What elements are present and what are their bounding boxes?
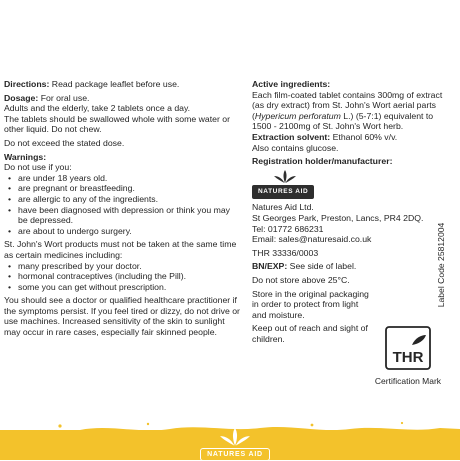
list-item: • hormonal contraceptives (including the Pill).: [18, 271, 242, 282]
list-item: • have been diagnosed with depression or think you may be depressed.: [18, 205, 242, 226]
thr-mark-text: THR: [392, 349, 424, 366]
advice-paragraph: You should see a doctor or qualified healthcare practitioner if the symptoms persist. If you feel tired or dizzy, do not drive or use machines. Increased sensitivity of the skin to sunlight may occur in rare cases, especially fair skinned people.: [4, 295, 240, 338]
registration-label: Registration holder/manufacturer:: [252, 156, 393, 167]
list-item: • some you can get without prescription.: [18, 282, 242, 293]
dosage-line-1: Adults and the elderly, take 2 tablets once a day.: [4, 103, 191, 114]
leaf-icon: [220, 428, 250, 447]
solvent-label: Extraction solvent:: [252, 131, 331, 142]
latin-name: Hypericum perforatum: [254, 110, 341, 121]
list-item: • are pregnant or breastfeeding.: [18, 183, 242, 194]
list-item: • are allergic to any of the ingredients.: [18, 194, 242, 205]
directions-paragraph: [4, 79, 242, 90]
list-item: • are under 18 years old.: [18, 173, 242, 184]
list-item: • are about to undergo surgery.: [18, 226, 242, 237]
company-email: Email: sales@naturesaid.co.uk: [252, 234, 372, 245]
company-tel: Tel: 01772 686231: [252, 223, 324, 234]
active-ingredients-text: [252, 90, 447, 132]
list-item: • many prescribed by your doctor.: [18, 261, 242, 272]
dosage-text: For oral use.: [38, 92, 90, 103]
logo-wordmark-bottom: NATURES AID: [200, 448, 270, 461]
storage-line-2: Store in the original packaging in order to protect from light and moisture.: [252, 288, 369, 320]
storage-line-3: Keep out of reach and sight of children.: [252, 323, 368, 344]
dosage-label: Dosage:: [4, 92, 39, 103]
batch-paragraph: [252, 261, 447, 272]
storage-line-1: Do not store above 25°C.: [252, 274, 350, 285]
active-ingredients-label: Active ingredients:: [252, 79, 331, 89]
company-address: St Georges Park, Preston, Lancs, PR4 2DQ.: [252, 212, 424, 223]
top-background: [0, 0, 460, 68]
glucose-text: Also contains glucose.: [252, 142, 339, 153]
directions-label: Directions:: [4, 79, 50, 89]
natures-aid-logo-bottom: [195, 428, 275, 461]
dosage-line-2: The tablets should be swallowed whole with some water or other liquid. Do not chew.: [4, 113, 230, 135]
warnings-label: Warnings:: [4, 151, 47, 162]
active-text-part-a: Each film-coated tablet contains 300mg of extract (as dry extract) from St. John's Wort aerial parts (: [252, 89, 443, 121]
left-column: [4, 79, 242, 338]
interaction-list: [4, 261, 242, 293]
logo-wordmark: NATURES AID: [252, 185, 314, 200]
label-code: Label Code 25812004: [436, 222, 446, 308]
warnings-list: [4, 173, 242, 237]
thr-number: THR 33336/0003: [252, 247, 319, 258]
directions-text: Read package leaflet before use.: [49, 79, 180, 89]
batch-text: See side of label.: [287, 261, 357, 272]
solvent-paragraph: [252, 132, 447, 143]
dosage-line-3: Do not exceed the stated dose.: [4, 137, 125, 148]
thr-leaf-icon: [384, 325, 432, 371]
thr-certification-mark: [384, 325, 432, 371]
solvent-text: Ethanol 60% v/v.: [330, 131, 398, 142]
batch-label: BN/EXP:: [252, 261, 288, 272]
dosage-paragraph: [4, 93, 242, 104]
leaf-icon: [274, 170, 296, 184]
right-column: [252, 79, 447, 344]
thr-caption: Certification Mark: [374, 376, 442, 386]
natures-aid-logo: [252, 170, 447, 200]
company-name: Natures Aid Ltd.: [252, 202, 314, 213]
interaction-intro: St. John's Wort products must not be taken at the same time as certain medicines including:: [4, 239, 237, 260]
active-text-part-b: L.) (5-7:1) equivalent to 1500 - 2100mg of St. John's Wort herb.: [252, 110, 434, 132]
warnings-intro: Do not use if you:: [4, 162, 72, 173]
